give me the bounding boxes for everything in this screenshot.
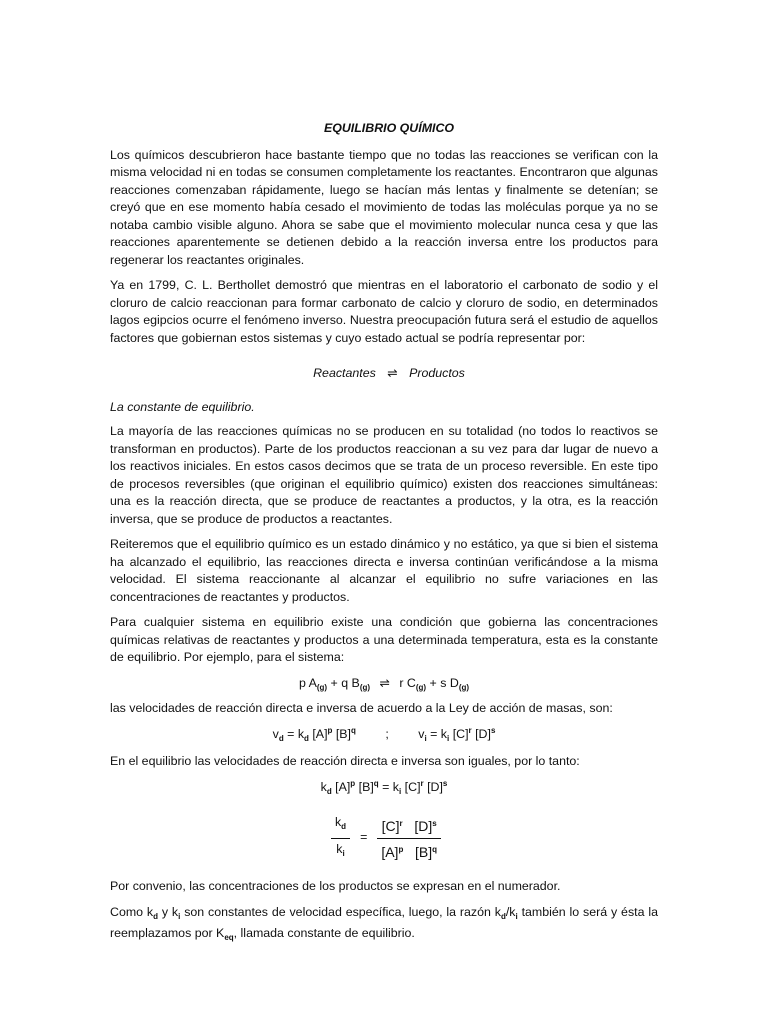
state-subscript: (g) [359,682,371,692]
concentration-term: [A] [381,843,399,860]
rate-subscript: d [278,733,284,743]
rate-subscript: d [153,911,158,921]
text-run: son constantes de velocidad específica, luego, la razón k [180,904,501,919]
paragraph-convention: Por convenio, las concentraciones de los productos se expresan en el numerador. [110,879,561,893]
rate-constant: = k [426,726,448,741]
rate-symbol: v [272,726,279,741]
concentration-term: [B] [415,843,433,860]
rate-subscript: i [424,733,427,743]
concentration-term: [C] [401,779,421,794]
concentration-term: [A] [331,779,351,794]
text-run: , llamada constante de equilibrio. [233,926,415,940]
exponent: s [442,778,448,788]
rate-subscript: d [326,786,332,796]
text-run: /k [505,904,516,919]
exponent: q [373,778,379,788]
exponent: r [420,778,424,788]
keq-subscript: eq [224,933,234,942]
paragraph-intro: Los químicos descubrieron hace bastante tiempo que no todas las reacciones se verifican con la misma velocidad ni en todas se consumen completamente los reactantes. Encontraron que algunas reacciones comenzaban rápidamente, luego se hacían más lentas y finalmente se detenían; se creyó que en ese momento había cesado el movimiento de todas las moléculas porque ya no se notaba cambio visible alguno. Ahora se sabe que el movimiento molecular nunca cesa y que las reacciones aparentemente se detienen debido a la reacción inversa entre los productos para regenerar los reactantes originales. [110,147,658,267]
exponent: p [350,778,356,788]
fraction-bar [377,838,441,839]
text-run: Como k [110,904,154,919]
reaction-term: + s D [426,675,459,690]
section-heading: La constante de equilibrio. [110,399,255,414]
equilibrium-fraction [110,814,658,862]
document-body [110,120,658,955]
paragraph-rates: las velocidades de reacción directa e inversa de acuerdo a la Ley de acción de masas, son: [110,701,613,715]
equals-sign: = [360,830,368,845]
concentration-denominator [377,841,441,862]
concentration-term: [B] [332,726,351,741]
products-label: Productos [409,366,465,380]
rate-constant-ratio [331,814,350,862]
rate-constant: k [336,841,343,856]
reversible-reaction [110,365,658,383]
rate-subscript: i [447,733,450,743]
fraction-bar [331,838,350,839]
exponent: s [490,725,496,735]
concentration-numerator [378,815,441,836]
state-subscript: (g) [415,682,427,692]
rate-subscript: d [304,733,309,743]
rate-symbol: v [418,726,425,741]
concentration-term: [A] [308,726,328,741]
concentration-term: [C] [449,726,469,741]
ratio-denominator [332,841,348,863]
rate-equations [110,722,658,748]
exponent: r [399,819,403,828]
exponent: s [432,819,437,828]
concentration-term: [D] [423,779,443,794]
paragraph-berthollet: Ya en 1799, C. L. Berthollet demostró que mientras en el laboratorio el carbonato de sodio y el cloruro de calcio reaccionan para formar carbonato de calcio y cloruro de sodio, en determinados lagos egipcios ocurre el fenómeno inverso. Nuestra preocupación futura será el estudio de aquellos factores que gobiernan estos sistemas y cuyo estado actual se podría representar por: [110,278,658,345]
rate-subscript: i [515,911,518,921]
equality-equation [110,775,658,801]
exponent: r [468,725,472,735]
exponent: q [351,725,356,735]
equilibrium-arrow-icon: ⇌ [379,675,390,690]
ratio-numerator [331,814,350,836]
rate-subscript: i [342,848,345,858]
paragraph-dynamic: Reiteremos que el equilibrio químico es un estado dinámico y no estático, ya que si bien el sistema ha alcanzado el equilibrio, las reacciones directa e inversa continúan verificándose a la misma velocidad. El sistema reaccionante al alcanzar el equilibrio no sufre variaciones en las concentraciones de reactantes y productos. [110,537,658,604]
rate-constant: = k [283,726,305,741]
rate-direct [273,727,356,741]
concentration-term: [B] [355,779,374,794]
reaction-term: p A [298,675,317,690]
concentration-term: [C] [381,818,400,834]
paragraph-keq [110,904,658,947]
exponent: q [432,844,438,854]
paragraph-condition: Para cualquier sistema en equilibrio existe una condición que gobierna las concentraciones químicas relativas de reactantes y productos a una determinada temperatura, esta es la constante de equilibrio. Por ejemplo, para el sistema: [110,615,658,664]
concentration-term: [D] [471,726,491,741]
reactants-label: Reactantes [313,366,376,380]
paragraph-equal-rates: En el equilibrio las velocidades de reacción directa e inversa son iguales, por lo tanto: [110,754,580,768]
rate-subscript: i [399,786,402,796]
rate-subscript: d [500,911,506,921]
paragraph-reversible: La mayoría de las reacciones químicas no se producen en su totalidad (no todos lo reactivos se transforman en productos). Parte de los productos reaccionan a su vez para dar lugar de nuevo a los reactivos iniciales. En estos casos decimos que se trata de un proceso reversible. En este tipo de procesos reversibles (que originan el equilibrio químico) existen dos reacciones simultáneas: una es la reacción directa, que se produce de reactantes a productos, y la otra, es la reacción inversa, que se produce de productos a reactantes. [110,424,658,526]
equilibrium-arrow-icon: ⇌ [387,366,398,380]
text-run: también lo será y ésta la reemplazamos por K [110,904,658,940]
rate-subscript: i [178,911,181,921]
rate-constant: k [320,779,327,794]
state-subscript: (g) [458,682,470,692]
rate-subscript: d [341,822,347,831]
exponent: p [327,725,333,735]
state-subscript: (g) [316,682,328,692]
rate-constant: k [334,815,342,829]
rate-constant: = k [378,779,399,794]
text-run: y k [158,904,179,919]
page-title: EQUILIBRIO QUÍMICO [323,121,455,135]
reaction-term: r C [399,675,416,690]
concentration-ratio [377,815,441,861]
rate-separator: ; [385,726,389,741]
concentration-term: [D] [414,818,433,834]
exponent: p [398,844,404,854]
rate-inverse [418,727,495,741]
general-reaction-equation [110,675,658,697]
reaction-term: + q B [327,675,360,690]
